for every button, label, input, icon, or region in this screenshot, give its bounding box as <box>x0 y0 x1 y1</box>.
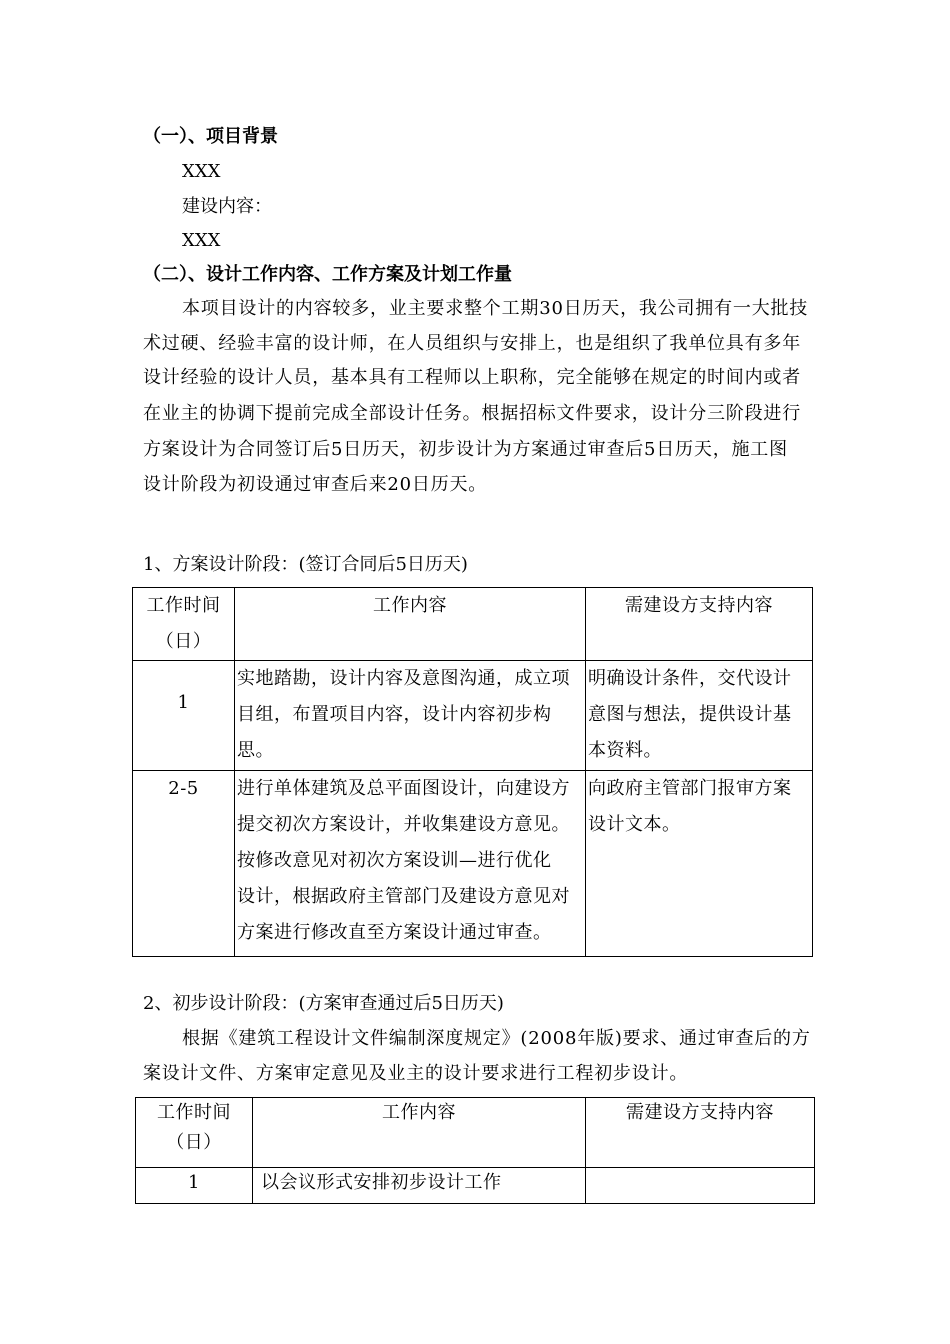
table-header-row <box>133 588 813 661</box>
stage2-paragraph-line: 根据《建筑工程设计文件编制深度规定》(2008年版)要求、通过审查后的方 <box>182 1028 811 1049</box>
stage1-table <box>132 587 813 957</box>
stage2-paragraph-line: 案设计文件、方案审定意见及业主的设计要求进行工程初步设计。 <box>143 1063 689 1084</box>
section2-paragraph-line: 本项目设计的内容较多，业主要求整个工期30日历天，我公司拥有一大批技 <box>182 298 809 319</box>
table-row <box>133 771 813 957</box>
stage2-table <box>135 1097 815 1204</box>
header-time: 工作时间 （日） <box>133 588 235 661</box>
row-support: 向政府主管部门报审方案 设计文本。 <box>586 771 813 957</box>
section2-paragraph-line: 在业主的协调下提前完成全部设计任务。根据招标文件要求，设计分三阶段进行 <box>143 403 801 424</box>
table-row <box>136 1168 815 1204</box>
header-support: 需建设方支持内容 <box>586 588 813 661</box>
section2-paragraph-line: 设计阶段为初设通过审查后来20日历天。 <box>143 474 488 495</box>
row-content: 实地踏勘，设计内容及意图沟通，成立项 目组，布置项目内容，设计内容初步构 思。 <box>235 661 586 771</box>
row-time: 2-5 <box>133 771 235 957</box>
header-support: 需建设方支持内容 <box>586 1098 815 1168</box>
row-time: 1 <box>136 1168 253 1204</box>
section2-paragraph-line: 术过硬、经验丰富的设计师，在人员组织与安排上，也是组织了我单位具有多年 <box>143 333 801 354</box>
section1-heading: （一）、项目背景 <box>143 126 278 147</box>
section2-heading: （二）、设计工作内容、工作方案及计划工作量 <box>143 264 512 285</box>
table-row <box>133 661 813 771</box>
row-support: 明确设计条件，交代设计 意图与想法，提供设计基 本资料。 <box>586 661 813 771</box>
section1-line2: 建设内容： <box>182 196 272 217</box>
stage1-title: 1、方案设计阶段：(签订合同后5日历天) <box>143 554 468 575</box>
section2-paragraph-line: 设计经验的设计人员，基本具有工程师以上职称，完全能够在规定的时间内或者 <box>143 367 801 388</box>
header-content: 工作内容 <box>235 588 586 661</box>
row-support <box>586 1168 815 1204</box>
row-content: 进行单体建筑及总平面图设计，向建设方 提交初次方案设计，并收集建设方意见。 按修改意见对初次方案设训—进行优化 设计，根据政府主管部门及建设方意见对 方案进行修改直至方案设计通过审查。 <box>235 771 586 957</box>
table-header-row <box>136 1098 815 1168</box>
header-time: 工作时间 （日） <box>136 1098 253 1168</box>
row-content: 以会议形式安排初步设计工作 <box>253 1168 586 1204</box>
row-time: 1 <box>133 661 235 771</box>
section1-line1: XXX <box>182 161 221 182</box>
header-content: 工作内容 <box>253 1098 586 1168</box>
section2-paragraph-line: 方案设计为合同签订后5日历天，初步设计为方案通过审查后5日历天，施工图 <box>143 439 788 460</box>
section1-line3: XXX <box>182 230 221 251</box>
stage2-title: 2、初步设计阶段：(方案审查通过后5日历天) <box>143 993 504 1014</box>
